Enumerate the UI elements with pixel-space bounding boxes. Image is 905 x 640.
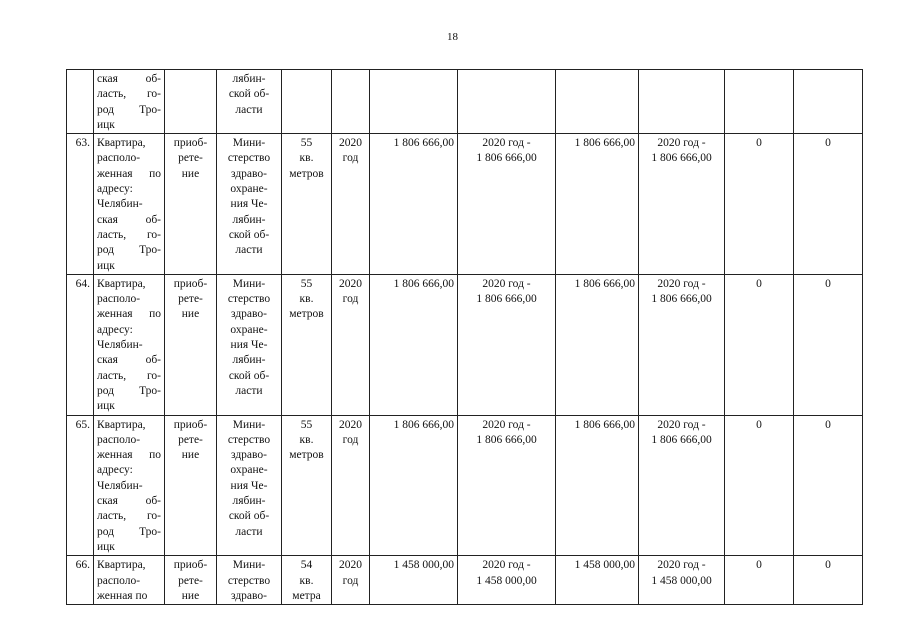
table-row	[67, 556, 863, 605]
text-line: Челябин-	[97, 198, 143, 211]
text-line: 2020	[339, 559, 362, 572]
cell-organization	[217, 70, 282, 134]
text-line: 1 806 666,00	[651, 433, 712, 446]
cell-cost	[370, 70, 458, 134]
text-line: ласти	[235, 525, 263, 538]
text-line: лябин-	[232, 354, 266, 367]
text-line: рете-	[178, 574, 203, 587]
text-line: ния Че-	[230, 339, 268, 352]
text-line: кв.	[299, 433, 314, 446]
text-line: лябин-	[232, 495, 266, 508]
text-line: Мини-	[232, 277, 266, 290]
cell-funding-2	[639, 415, 725, 556]
text-line: ицк	[97, 259, 115, 272]
cell-value-1	[725, 70, 794, 134]
cell-funding-2	[639, 134, 725, 275]
table-row-continuation	[67, 70, 863, 134]
cell-cost-2: 1 458 000,00	[556, 556, 639, 605]
text-line: год	[342, 152, 359, 165]
cell-cost-2: 1 806 666,00	[556, 134, 639, 275]
text-line: располо-	[97, 574, 141, 587]
cell-cost-2	[556, 70, 639, 134]
cell-funding-2	[639, 70, 725, 134]
text-line: Мини-	[232, 559, 266, 572]
text-line: 1 806 666,00	[476, 433, 537, 446]
cell-value-1: 0	[725, 134, 794, 275]
text-line: адресу:	[97, 323, 133, 336]
cell-organization	[217, 274, 282, 415]
cell-object-name	[94, 70, 165, 134]
text-line: женная по	[97, 449, 161, 462]
cell-area	[282, 70, 332, 134]
cell-year	[332, 70, 370, 134]
text-line: 2020	[339, 277, 362, 290]
text-line: приоб-	[173, 559, 208, 572]
cell-funding	[458, 415, 556, 556]
cell-organization	[217, 415, 282, 556]
text-line: Челябин-	[97, 479, 143, 492]
text-line: ние	[181, 308, 200, 321]
text-line: род Тро-	[97, 103, 161, 116]
text-line: ской об-	[228, 369, 270, 382]
cell-number: 65.	[67, 415, 94, 556]
cell-area	[282, 274, 332, 415]
cell-year	[332, 415, 370, 556]
cell-value-2: 0	[794, 134, 863, 275]
text-line: метров	[289, 308, 324, 321]
cell-object-name	[94, 134, 165, 275]
text-line: 2020 год -	[657, 137, 706, 150]
cell-funding	[458, 274, 556, 415]
cell-number	[67, 70, 94, 134]
text-line: род Тро-	[97, 244, 161, 257]
table-row	[67, 415, 863, 556]
text-line: ние	[181, 589, 200, 602]
cell-year	[332, 134, 370, 275]
text-line: адресу:	[97, 464, 133, 477]
text-line: ской об-	[228, 228, 270, 241]
cell-organization	[217, 134, 282, 275]
text-line: 2020	[339, 137, 362, 150]
text-line: ласти	[235, 384, 263, 397]
text-line: Челябин-	[97, 339, 143, 352]
text-line: Мини-	[232, 137, 266, 150]
text-line: 2020 год -	[482, 137, 531, 150]
text-line: 2020 год -	[657, 277, 706, 290]
cell-funding-2	[639, 556, 725, 605]
text-line: 2020 год -	[657, 559, 706, 572]
table-row	[67, 274, 863, 415]
cell-cost-2: 1 806 666,00	[556, 274, 639, 415]
text-line: здраво-	[231, 449, 267, 462]
cell-cost: 1 806 666,00	[370, 134, 458, 275]
text-line: 2020 год -	[657, 418, 706, 431]
text-line: приоб-	[173, 137, 208, 150]
text-line: лябин-	[232, 213, 266, 226]
text-line: метров	[289, 449, 324, 462]
text-line: год	[342, 293, 359, 306]
text-line: 55	[300, 418, 313, 431]
text-line: Квартира,	[97, 418, 146, 431]
text-line: 55	[300, 137, 313, 150]
text-line: ласть, го-	[97, 510, 161, 523]
text-line: 54	[300, 559, 313, 572]
text-line: ская об-	[97, 213, 161, 226]
table-body	[67, 70, 863, 605]
cell-value-1: 0	[725, 274, 794, 415]
text-line: стерство	[227, 433, 271, 446]
text-line: охране-	[230, 183, 268, 196]
text-line: метров	[289, 167, 324, 180]
text-line: располо-	[97, 293, 141, 306]
cell-area	[282, 415, 332, 556]
text-line: здраво-	[231, 308, 267, 321]
text-line: ласти	[235, 244, 263, 257]
cell-cost: 1 458 000,00	[370, 556, 458, 605]
text-line: стерство	[227, 293, 271, 306]
cell-object-name	[94, 415, 165, 556]
cell-funding	[458, 70, 556, 134]
text-line: ние	[181, 167, 200, 180]
text-line: 1 458 000,00	[476, 574, 537, 587]
text-line: ласть, го-	[97, 369, 161, 382]
text-line: ской об-	[228, 88, 270, 101]
text-line: адресу:	[97, 183, 133, 196]
text-line: кв.	[299, 293, 314, 306]
text-line: рете-	[178, 152, 203, 165]
text-line: 1 458 000,00	[651, 574, 712, 587]
text-line: женная по	[97, 167, 161, 180]
cell-area	[282, 134, 332, 275]
cell-value-2: 0	[794, 415, 863, 556]
text-line: охране-	[230, 323, 268, 336]
text-line: ицк	[97, 400, 115, 413]
text-line: располо-	[97, 433, 141, 446]
cell-cost: 1 806 666,00	[370, 415, 458, 556]
cell-action	[165, 134, 217, 275]
text-line: приоб-	[173, 418, 208, 431]
text-line: стерство	[227, 152, 271, 165]
text-line: 1 806 666,00	[651, 152, 712, 165]
text-line: 55	[300, 277, 313, 290]
text-line: 2020 год -	[482, 559, 531, 572]
text-line: ния Че-	[230, 198, 268, 211]
text-line: 2020 год -	[482, 277, 531, 290]
text-line: 1 806 666,00	[651, 293, 712, 306]
text-line: 1 806 666,00	[476, 293, 537, 306]
text-line: 2020 год -	[482, 418, 531, 431]
cell-number: 64.	[67, 274, 94, 415]
text-line: рете-	[178, 293, 203, 306]
text-line: Квартира,	[97, 559, 146, 572]
text-line: ская об-	[97, 495, 161, 508]
cell-funding-2	[639, 274, 725, 415]
text-line: ицк	[97, 118, 115, 131]
cell-value-2	[794, 70, 863, 134]
cell-area	[282, 556, 332, 605]
text-line: род Тро-	[97, 384, 161, 397]
cell-cost: 1 806 666,00	[370, 274, 458, 415]
text-line: Квартира,	[97, 137, 146, 150]
text-line: приоб-	[173, 277, 208, 290]
cell-organization	[217, 556, 282, 605]
text-line: стерство	[227, 574, 271, 587]
text-line: женная по	[97, 308, 161, 321]
text-line: ицк	[97, 540, 115, 553]
cell-action	[165, 70, 217, 134]
text-line: кв.	[299, 574, 314, 587]
text-line: 1 806 666,00	[476, 152, 537, 165]
text-line: охране-	[230, 464, 268, 477]
cell-value-2: 0	[794, 274, 863, 415]
cell-action	[165, 274, 217, 415]
text-line: ние	[181, 449, 200, 462]
text-line: ласть, го-	[97, 88, 161, 101]
cell-object-name	[94, 556, 165, 605]
text-line: метра	[292, 589, 321, 602]
cell-action	[165, 415, 217, 556]
text-line: ская об-	[97, 73, 161, 85]
text-line: кв.	[299, 152, 314, 165]
cell-year	[332, 556, 370, 605]
text-line: Мини-	[232, 418, 266, 431]
cell-number: 66.	[67, 556, 94, 605]
text-line: располо-	[97, 152, 141, 165]
cell-action	[165, 556, 217, 605]
object-table	[66, 69, 863, 605]
text-line: женная по	[97, 589, 148, 602]
cell-value-2: 0	[794, 556, 863, 605]
cell-funding	[458, 556, 556, 605]
table-row	[67, 134, 863, 275]
text-line: рете-	[178, 433, 203, 446]
text-line: ласти	[235, 103, 263, 116]
text-line: ской об-	[228, 510, 270, 523]
cell-number: 63.	[67, 134, 94, 275]
text-line: год	[342, 433, 359, 446]
text-line: род Тро-	[97, 525, 161, 538]
text-line: здраво-	[231, 167, 267, 180]
text-line: ласть, го-	[97, 228, 161, 241]
cell-funding	[458, 134, 556, 275]
text-line: 2020	[339, 418, 362, 431]
cell-value-1: 0	[725, 415, 794, 556]
text-line: год	[342, 574, 359, 587]
text-line: лябин-	[232, 73, 266, 85]
cell-value-1: 0	[725, 556, 794, 605]
text-line: ская об-	[97, 354, 161, 367]
text-line: здраво-	[231, 589, 267, 602]
cell-year	[332, 274, 370, 415]
page-number: 18	[447, 31, 458, 43]
cell-object-name	[94, 274, 165, 415]
text-line: ния Че-	[230, 479, 268, 492]
cell-cost-2: 1 806 666,00	[556, 415, 639, 556]
text-line: Квартира,	[97, 277, 146, 290]
